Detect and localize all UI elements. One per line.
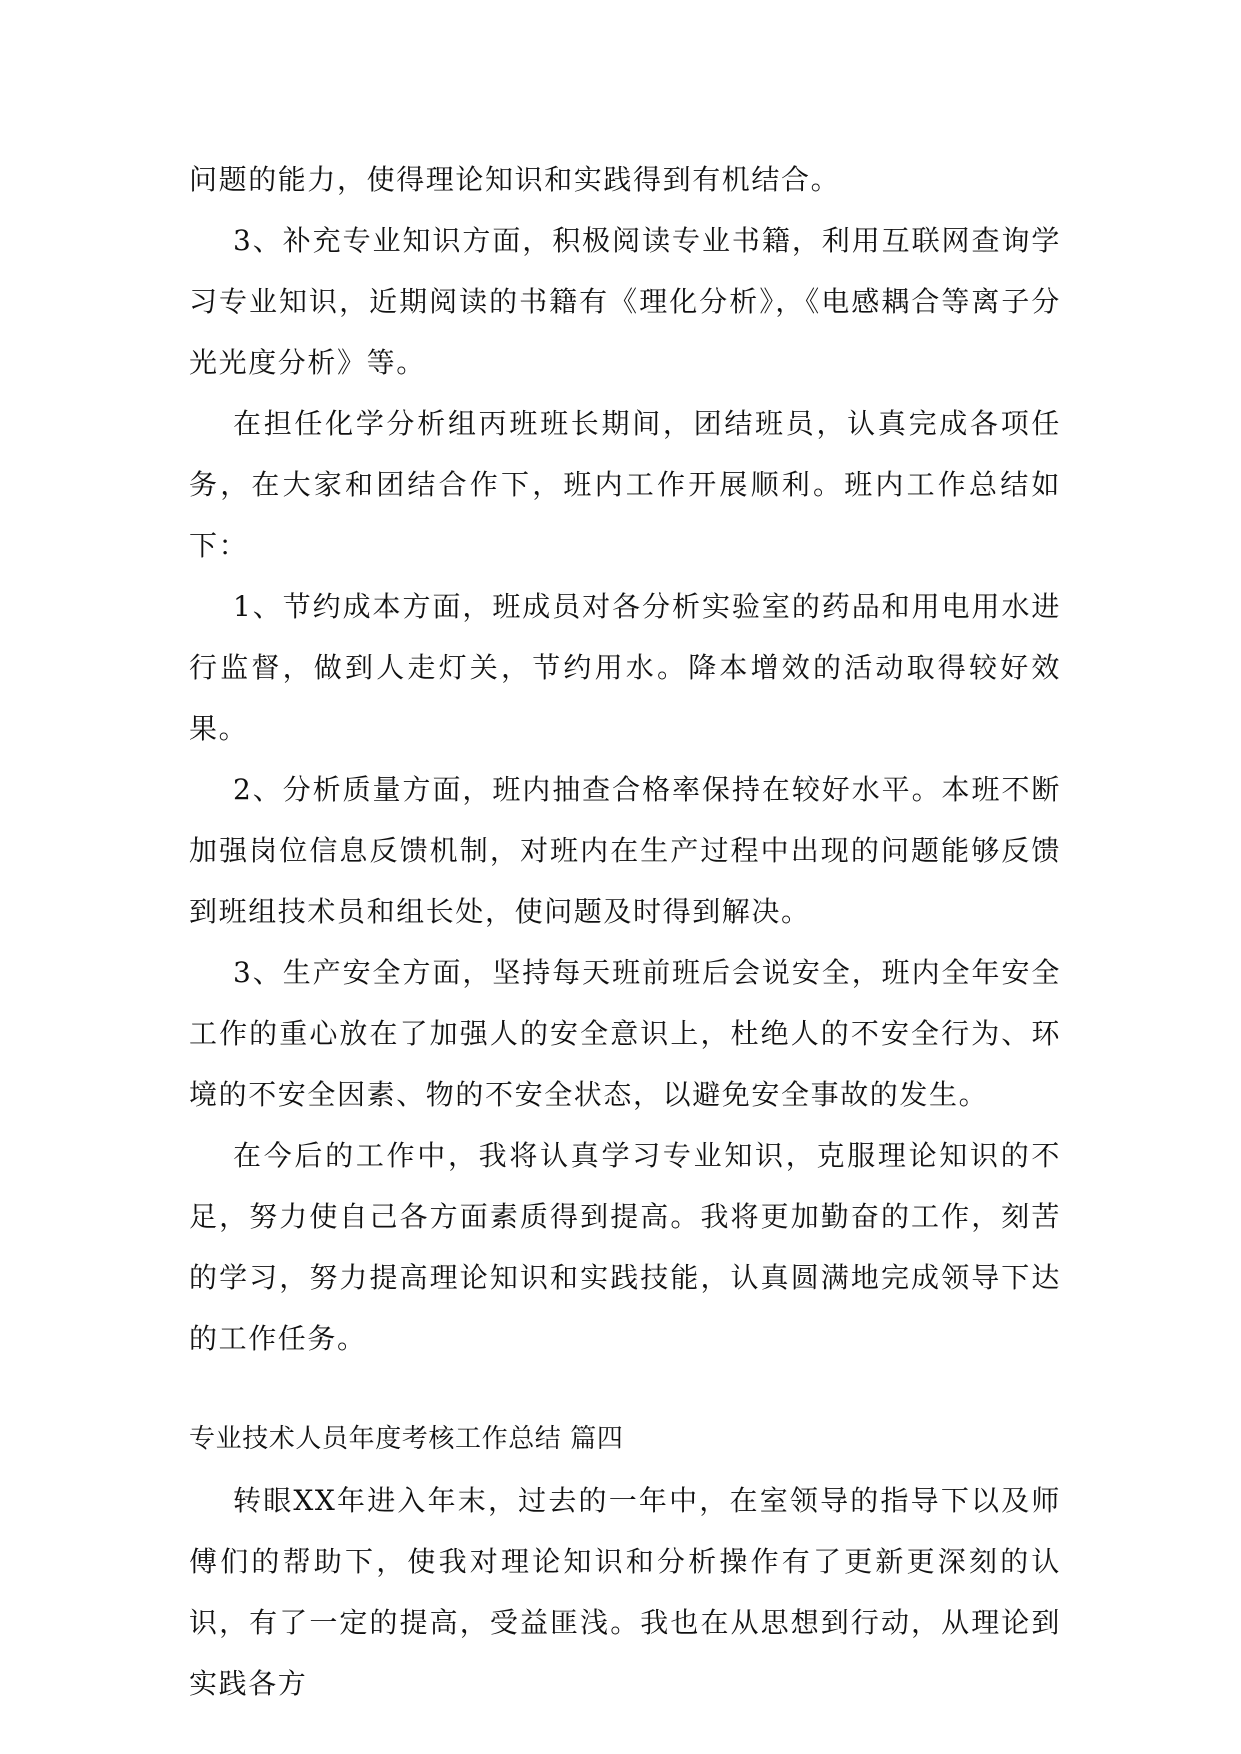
document-page bbox=[189, 0, 1061, 1714]
paragraph-future-work: 在今后的工作中，我将认真学习专业知识，克服理论知识的不足，努力使自己各方面素质得到提高。我将更加勤奋的工作，刻苦的学习，努力提高理论知识和实践技能，认真圆满地完成领导下达的工作任务。 bbox=[189, 1139, 1061, 1355]
section-spacer bbox=[189, 1369, 1061, 1409]
paragraph-safety: 3、生产安全方面，坚持每天班前班后会说安全，班内全年安全工作的重心放在了加强人的安全意识上，杜绝人的不安全行为、环境的不安全因素、物的不安全状态，以避免安全事故的发生。 bbox=[189, 956, 1061, 1111]
paragraph-continuation: 问题的能力，使得理论知识和实践得到有机结合。 bbox=[189, 163, 841, 196]
paragraph-cost-saving: 1、节约成本方面，班成员对各分析实验室的药品和用电用水进行监督，做到人走灯关，节约用水。降本增效的活动取得较好效果。 bbox=[189, 590, 1061, 745]
paragraph-quality: 2、分析质量方面，班内抽查合格率保持在较好水平。本班不断加强岗位信息反馈机制，对班内在生产过程中出现的问题能够反馈到班组技术员和组长处，使问题及时得到解决。 bbox=[189, 773, 1061, 928]
paragraph-year-end: 转眼XX年进入年末，过去的一年中，在室领导的指导下以及师傅们的帮助下，使我对理论知识和分析操作有了更新更深刻的认识，有了一定的提高，受益匪浅。我也在从思想到行动，从理论到实践各方 bbox=[189, 1484, 1061, 1700]
paragraph-team-leader-summary: 在担任化学分析组丙班班长期间，团结班员，认真完成各项任务，在大家和团结合作下，班内工作开展顺利。班内工作总结如下： bbox=[189, 407, 1061, 562]
section-heading: 专业技术人员年度考核工作总结 篇四 bbox=[189, 1424, 624, 1454]
paragraph-professional-knowledge: 3、补充专业知识方面，积极阅读专业书籍，利用互联网查询学习专业知识，近期阅读的书籍有《理化分析》，《电感耦合等离子分光光度分析》等。 bbox=[189, 224, 1061, 379]
